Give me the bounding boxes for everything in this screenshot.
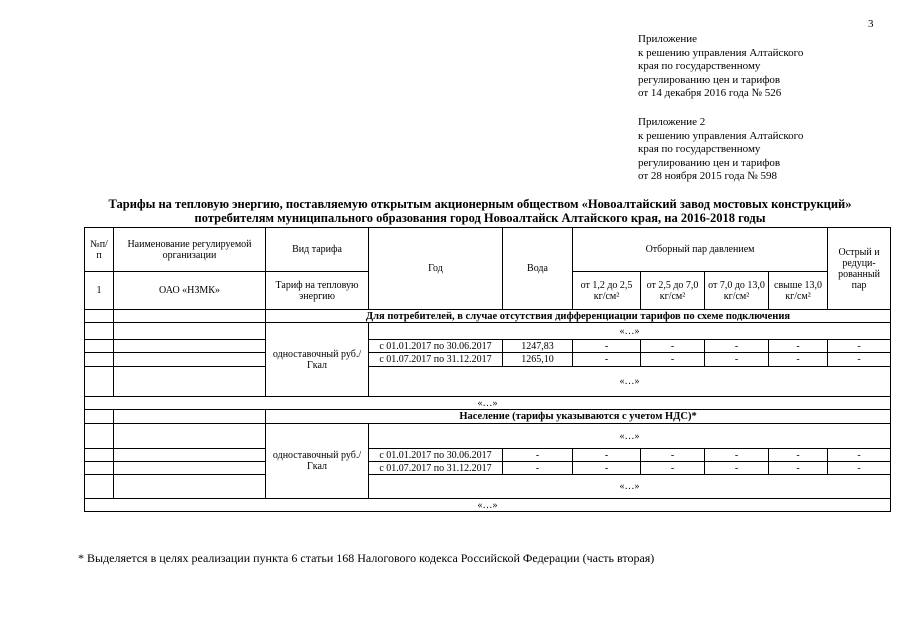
value-cell: - <box>705 353 769 367</box>
value-cell: - <box>769 462 828 475</box>
section-title: Для потребителей, в случае отсутствия дифференциации тарифов по схеме подключения <box>266 310 891 323</box>
appendix-line: Приложение <box>638 33 698 45</box>
value-cell: - <box>828 340 891 353</box>
appendix-line: регулированию цен и тарифов <box>638 156 781 169</box>
appendix-line: от 28 ноября 2015 года № 598 <box>638 170 777 182</box>
header-water: Вода <box>503 228 573 310</box>
appendix-line: от 14 декабря 2016 года № 526 <box>638 87 782 99</box>
appendix-line: регулированию цен и тарифов <box>638 73 781 86</box>
title-line: Тарифы на тепловую энергию, поставляемую открытым акционерным обществом «Новоалтайский завод мостовых конструкций» <box>108 197 852 211</box>
value-cell: - <box>573 462 641 475</box>
value-cell: - <box>641 340 705 353</box>
water-cell: - <box>503 462 573 475</box>
appendix-line: к решению управления Алтайского <box>638 46 804 59</box>
period-cell: с 01.07.2017 по 31.12.2017 <box>369 462 503 475</box>
ellipsis: «…» <box>369 323 891 340</box>
ellipsis: «…» <box>369 424 891 449</box>
period-cell: с 01.01.2017 по 30.06.2017 <box>369 340 503 353</box>
header-tariff-type: Вид тарифа <box>266 228 369 272</box>
value-cell: - <box>573 340 641 353</box>
header-num: №п/п <box>85 228 114 272</box>
value-cell: - <box>769 353 828 367</box>
value-cell: - <box>573 353 641 367</box>
value-cell: - <box>828 462 891 475</box>
tariff-table <box>84 227 891 512</box>
header-pressure-2: от 2,5 до 7,0 кг/см² <box>641 272 705 310</box>
water-cell: 1247,83 <box>503 340 573 353</box>
header-pressure-4: свыше 13,0 кг/см² <box>769 272 828 310</box>
appendix-line: края по государственному <box>638 60 761 72</box>
value-cell: - <box>769 449 828 462</box>
period-cell: с 01.07.2017 по 31.12.2017 <box>369 353 503 367</box>
header-sharp-steam: Острый и редуци-рованный пар <box>828 228 891 310</box>
footnote: * Выделяется в целях реализации пункта 6 статьи 168 Налогового кодекса Российской Федерации (часть вторая) <box>78 551 655 565</box>
ellipsis: «…» <box>369 367 891 397</box>
value-cell: - <box>641 462 705 475</box>
header-year: Год <box>369 228 503 310</box>
value-cell: - <box>769 340 828 353</box>
appendix-note-1 <box>638 33 803 101</box>
header-pressure-3: от 7,0 до 13,0 кг/см² <box>705 272 769 310</box>
period-cell: с 01.01.2017 по 30.06.2017 <box>369 449 503 462</box>
value-cell: - <box>573 449 641 462</box>
org-tariff-type: Тариф на тепловую энергию <box>266 272 369 310</box>
value-cell: - <box>705 340 769 353</box>
unit-label: одноставочный руб./Гкал <box>266 424 369 499</box>
document-title <box>60 197 900 225</box>
ellipsis: «…» <box>85 397 891 410</box>
unit-label: одноставочный руб./Гкал <box>266 323 369 397</box>
value-cell: - <box>828 353 891 367</box>
appendix-line: к решению управления Алтайского <box>638 129 804 142</box>
appendix-line: Приложение 2 <box>638 116 706 128</box>
header-pressure-1: от 1,2 до 2,5 кг/см² <box>573 272 641 310</box>
ellipsis: «…» <box>369 475 891 499</box>
value-cell: - <box>705 462 769 475</box>
org-num: 1 <box>85 272 114 310</box>
water-cell: 1265,10 <box>503 353 573 367</box>
header-org: Наименование регулируемой организации <box>114 228 266 272</box>
appendix-line: края по государственному <box>638 143 761 155</box>
value-cell: - <box>828 449 891 462</box>
ellipsis: «…» <box>85 499 891 512</box>
page-number: 3 <box>868 18 874 30</box>
section-title: Население (тарифы указываются с учетом НДС)* <box>266 410 891 424</box>
value-cell: - <box>641 353 705 367</box>
value-cell: - <box>705 449 769 462</box>
appendix-note-2 <box>638 116 803 184</box>
title-line: потребителям муниципального образования город Новоалтайск Алтайского края, на 2016-2018 годы <box>194 211 766 225</box>
header-steam: Отборный пар давлением <box>573 228 828 272</box>
water-cell: - <box>503 449 573 462</box>
org-name: ОАО «НЗМК» <box>114 272 266 310</box>
value-cell: - <box>641 449 705 462</box>
